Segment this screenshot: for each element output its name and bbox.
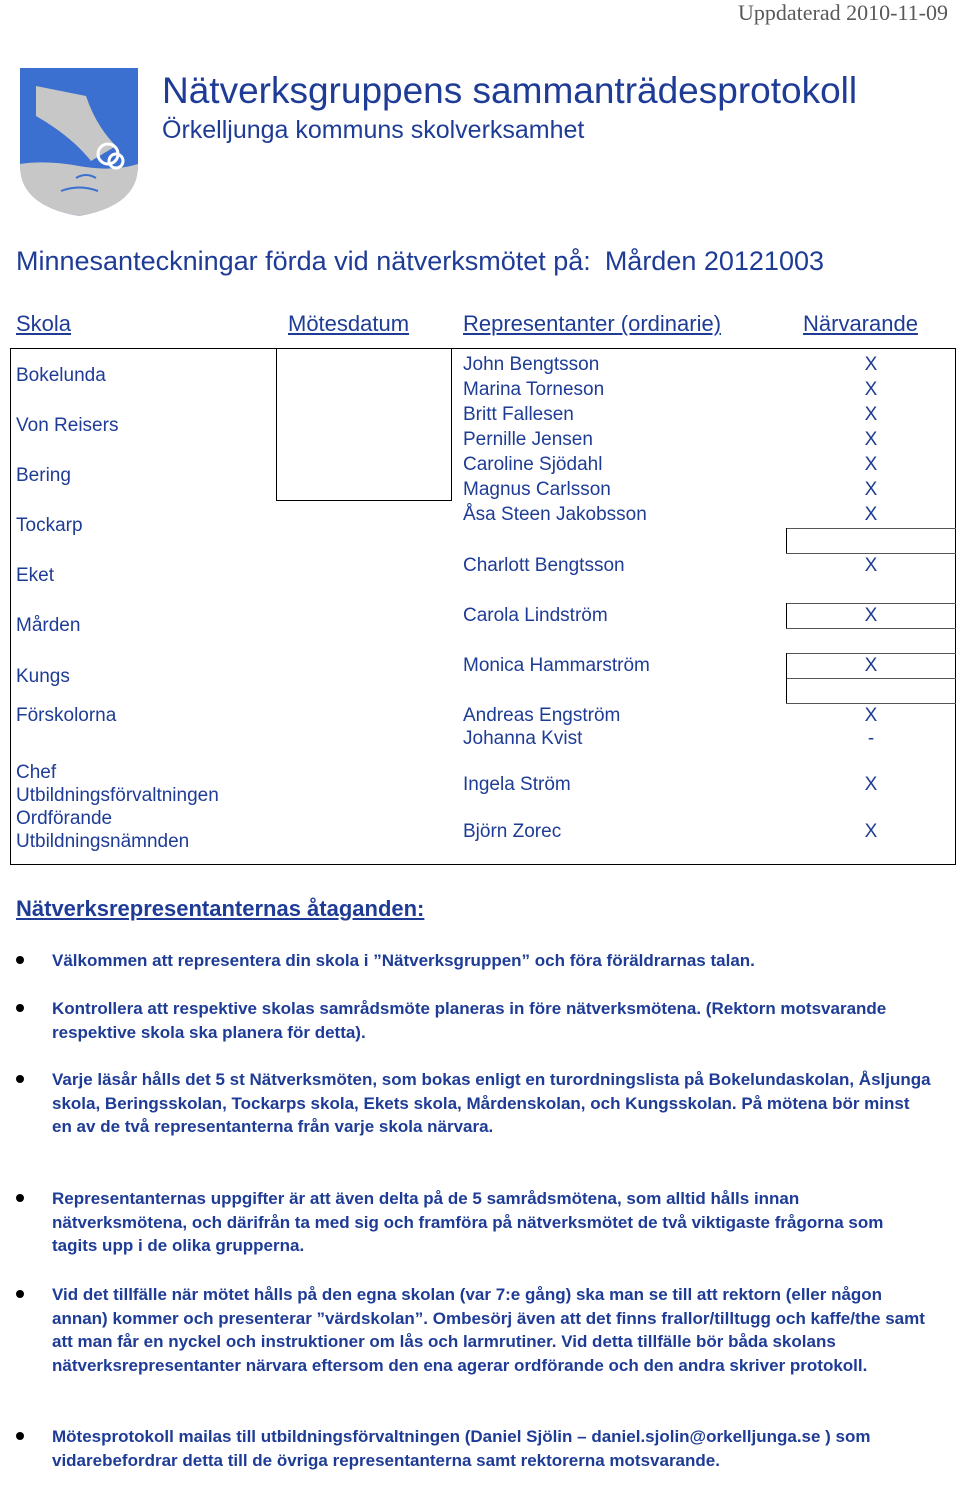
cell-divider (786, 603, 787, 628)
cell-divider (786, 653, 787, 678)
representative-name: Charlott Bengtsson (463, 555, 625, 576)
representative-name: Johanna Kvist (463, 728, 583, 749)
updated-date: Uppdaterad 2010-11-09 (738, 0, 948, 25)
school-name: Eket (16, 565, 55, 586)
table-header-divider (10, 348, 956, 349)
present-mark: X (864, 479, 878, 500)
bullet-icon (16, 1004, 24, 1012)
representative-name: Monica Hammarström (463, 655, 650, 676)
present-mark: X (864, 429, 878, 450)
school-name: Von Reisers (16, 415, 119, 436)
row-separator (786, 653, 956, 654)
col-header-date: Mötesdatum (288, 311, 410, 336)
commitments-heading: Nätverksrepresentanternas åtaganden: (16, 896, 425, 921)
representative-name: Magnus Carlsson (463, 479, 611, 500)
present-mark: X (864, 605, 878, 626)
list-item-text: Representanternas uppgifter är att även delta på de 5 samrådsmötena, som alltid hålls innan nätverksmötena, och därifrån ta med sig och framföra på nätverksmötet de två viktigaste frågorna som tagits upp i de olika grupperna. (52, 1189, 884, 1255)
cell-divider (786, 528, 787, 553)
representative-name: Caroline Sjödahl (463, 454, 603, 475)
representative-name: Björn Zorec (463, 821, 562, 842)
page-title: Nätverksgruppens sammanträdesprotokoll (162, 70, 858, 111)
representative-name: Carola Lindström (463, 605, 608, 626)
representative-name: Britt Fallesen (463, 404, 574, 425)
present-mark: X (864, 774, 878, 795)
representative-name: Marina Torneson (463, 379, 605, 400)
table-date-column-border-right (451, 348, 452, 500)
present-mark: X (864, 655, 878, 676)
chef-org: Utbildningsförvaltningen (16, 785, 219, 806)
table-left-border (10, 348, 11, 864)
meeting-value: Mården 20121003 (604, 246, 824, 276)
bullet-icon (16, 1432, 24, 1440)
school-name: Förskolorna (16, 705, 117, 726)
meeting-line (16, 246, 824, 277)
list-item-text: Mötesprotokoll mailas till utbildningsförvaltningen (Daniel Sjölin – daniel.sjolin@orkelljunga.se ) som vidarebefordrar detta till de övriga representanterna samt rektorerna motsvarande. (52, 1427, 871, 1470)
present-mark: - (867, 728, 875, 749)
row-separator (786, 603, 956, 604)
school-name: Kungs (16, 666, 70, 687)
representative-name: Ingela Ström (463, 774, 571, 795)
page-subtitle: Örkelljunga kommuns skolverksamhet (162, 116, 585, 144)
municipality-logo (16, 66, 142, 218)
list-item-text: Kontrollera att respektive skolas samrådsmöte planeras in före nätverksmötena. (Rektorn motsvarande respektive skola ska planera för detta). (52, 999, 887, 1042)
present-mark: X (864, 379, 878, 400)
school-name: Bering (16, 465, 71, 486)
bullet-icon (16, 1290, 24, 1298)
chef-title: Chef (16, 762, 57, 783)
present-mark: X (864, 504, 878, 525)
present-mark: X (864, 354, 878, 375)
school-name: Tockarp (16, 515, 83, 536)
representative-name: Andreas Engström (463, 705, 621, 726)
col-header-present: Närvarande (803, 311, 918, 336)
chair-title: Ordförande (16, 808, 113, 829)
cell-divider (786, 678, 787, 703)
present-mark: X (864, 454, 878, 475)
meeting-label: Minnesanteckningar förda vid nätverksmötet på: (16, 246, 591, 276)
col-header-representatives: Representanter (ordinarie) (463, 311, 722, 336)
list-item-text: Varje läsår hålls det 5 st Nätverksmöten, som bokas enligt en turordningslista på Bokelundaskolan, Åsljunga skola, Beringsskolan, Tockarps skola, Ekets skola, Mårdenskolan, och Kungsskolan. På mötena bör minst en av de två representanterna från varje skola närvara. (52, 1070, 931, 1136)
representative-name: John Bengtsson (463, 354, 600, 375)
table-right-border (955, 348, 956, 864)
row-separator (786, 703, 956, 704)
col-header-school: Skola (16, 311, 72, 336)
row-separator (786, 678, 956, 679)
chair-org: Utbildningsnämnden (16, 831, 190, 852)
table-date-cell-bottom (276, 500, 452, 501)
row-separator (786, 628, 956, 629)
present-mark: X (864, 821, 878, 842)
row-separator (786, 528, 956, 529)
present-mark: X (864, 404, 878, 425)
representative-name: Åsa Steen Jakobsson (463, 504, 647, 525)
school-name: Mården (16, 615, 81, 636)
list-item-text: Välkommen att representera din skola i ”Nätverksgruppen” och föra föräldrarnas talan. (52, 951, 755, 970)
bullet-icon (16, 1194, 24, 1202)
table-bottom-border (10, 864, 956, 865)
list-item-text: Vid det tillfälle när mötet hålls på den egna skolan (var 7:e gång) ska man se till att rektorn (eller någon annan) kommer och presenterar ”värdskolan”. Ombesörj även att det finns frallor/tilltugg och kaffe/the samt att man får en nyckel och instruktioner om lås och larmrutiner. Vid detta tillfälle bör båda skolans nätverksrepresentanter närvara eftersom den ena agerar ordförande och den andra skriver protokoll. (52, 1285, 925, 1375)
representative-name: Pernille Jensen (463, 429, 593, 450)
bullet-icon (16, 1075, 24, 1083)
table-date-column-border (276, 348, 277, 500)
row-separator (786, 553, 956, 554)
school-name: Bokelunda (16, 365, 106, 386)
bullet-icon (16, 956, 24, 964)
present-mark: X (864, 705, 878, 726)
present-mark: X (864, 555, 878, 576)
